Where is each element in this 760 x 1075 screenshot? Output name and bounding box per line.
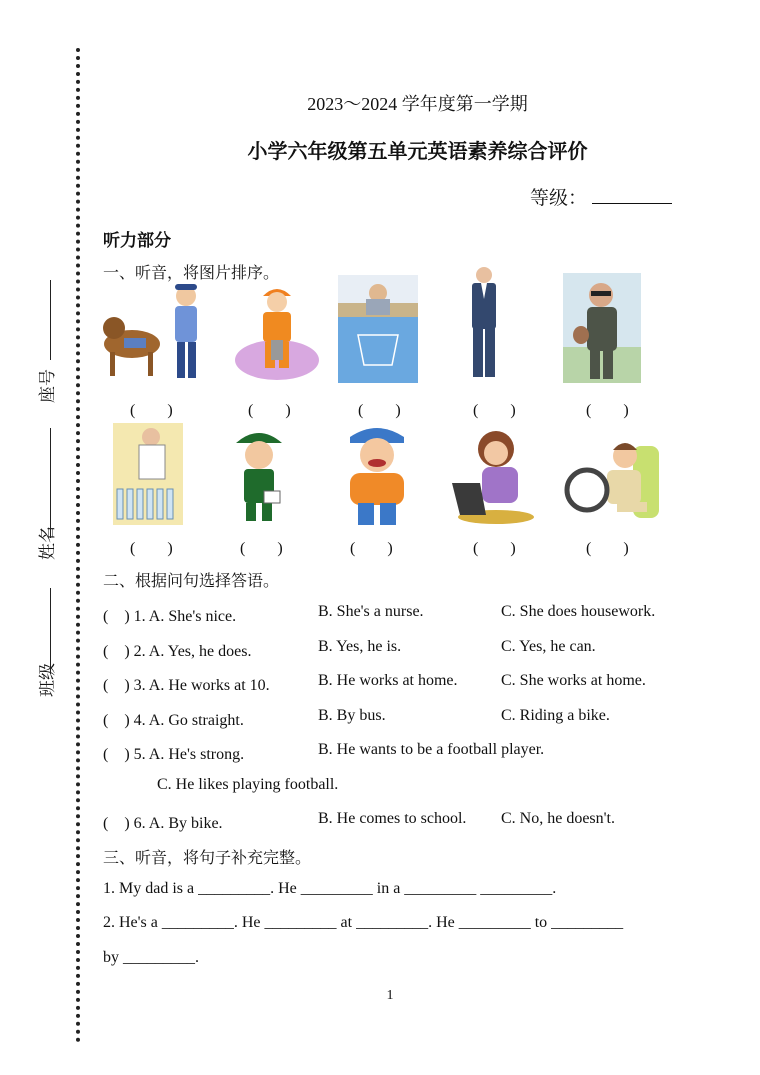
- question-5-b: B. He wants to be a football player.: [318, 741, 545, 758]
- fill-sentence-1: 1. My dad is a _________. He _________ in a _________ _________.: [103, 880, 557, 897]
- question-2-c: C. Yes, he can.: [501, 638, 596, 655]
- page-number: 1: [386, 988, 394, 1003]
- question-3-b: B. He works at home.: [318, 672, 458, 689]
- question-5-a: ( ) 5. A. He's strong.: [103, 746, 245, 763]
- answer-blank[interactable]: ( ): [473, 540, 516, 557]
- exam-title: 小学六年级第五单元英语素养综合评价: [247, 139, 588, 163]
- answer-blank[interactable]: ( ): [586, 540, 629, 557]
- grade-label: 等级：: [530, 188, 588, 209]
- question-6-a: ( ) 6. A. By bike.: [103, 815, 223, 832]
- class-label: 班级: [38, 663, 57, 697]
- question-3-a: ( ) 3. A. He works at 10.: [103, 677, 270, 694]
- question-1-c: C. She does housework.: [501, 603, 656, 620]
- grade-blank[interactable]: [592, 203, 672, 204]
- answer-blank[interactable]: ( ): [586, 402, 629, 419]
- seat-label: 座号: [38, 369, 57, 403]
- answer-blank[interactable]: ( ): [350, 540, 393, 557]
- businessman-icon: [464, 265, 504, 383]
- construction-worker-icon: [233, 282, 321, 382]
- fill-sentence-2-cont: by _________.: [103, 949, 199, 966]
- part2-instruction: 二、根据问句选择答语。: [103, 573, 280, 590]
- answer-blank[interactable]: ( ): [130, 402, 173, 419]
- question-4-b: B. By bus.: [318, 707, 386, 724]
- fill-sentence-2: 2. He's a _________. He _________ at _________. He _________ to _________: [103, 914, 624, 931]
- question-3-c: C. She works at home.: [501, 672, 646, 689]
- question-4-c: C. Riding a bike.: [501, 707, 610, 724]
- listening-heading: 听力部分: [103, 231, 171, 251]
- seat-line: [50, 280, 51, 360]
- police-officer-with-dog-icon: [100, 282, 208, 382]
- question-6-c: C. No, he doesn't.: [501, 810, 615, 827]
- answer-blank[interactable]: ( ): [248, 402, 291, 419]
- question-6-b: B. He comes to school.: [318, 810, 467, 827]
- term-title: 2023～2024 学年度第一学期: [307, 94, 528, 114]
- question-4-a: ( ) 4. A. Go straight.: [103, 712, 244, 729]
- woman-at-laptop-icon: [450, 425, 534, 525]
- part3-instruction: 三、听音，将句子补充完整。: [103, 850, 312, 867]
- class-line: [50, 588, 51, 674]
- answer-blank[interactable]: ( ): [240, 540, 283, 557]
- answer-blank[interactable]: ( ): [130, 540, 173, 557]
- question-5-c: C. He likes playing football.: [157, 776, 339, 793]
- question-2-a: ( ) 2. A. Yes, he does.: [103, 643, 252, 660]
- binding-dotted-line: [76, 48, 80, 1043]
- pilot-icon: [563, 273, 641, 383]
- answer-blank[interactable]: ( ): [358, 402, 401, 419]
- coach-icon: [340, 423, 414, 527]
- name-label: 姓名: [38, 526, 57, 560]
- name-line: [50, 428, 51, 538]
- question-2-b: B. Yes, he is.: [318, 638, 402, 655]
- fisherman-icon: [338, 275, 418, 383]
- answer-blank[interactable]: ( ): [473, 402, 516, 419]
- question-1-b: B. She's a nurse.: [318, 603, 424, 620]
- question-1-a: ( ) 1. A. She's nice.: [103, 608, 237, 625]
- driver-icon: [563, 436, 663, 526]
- scientist-icon: [113, 423, 183, 525]
- postman-icon: [232, 425, 286, 523]
- part1-instruction: 一、听音，将图片排序。: [103, 265, 280, 282]
